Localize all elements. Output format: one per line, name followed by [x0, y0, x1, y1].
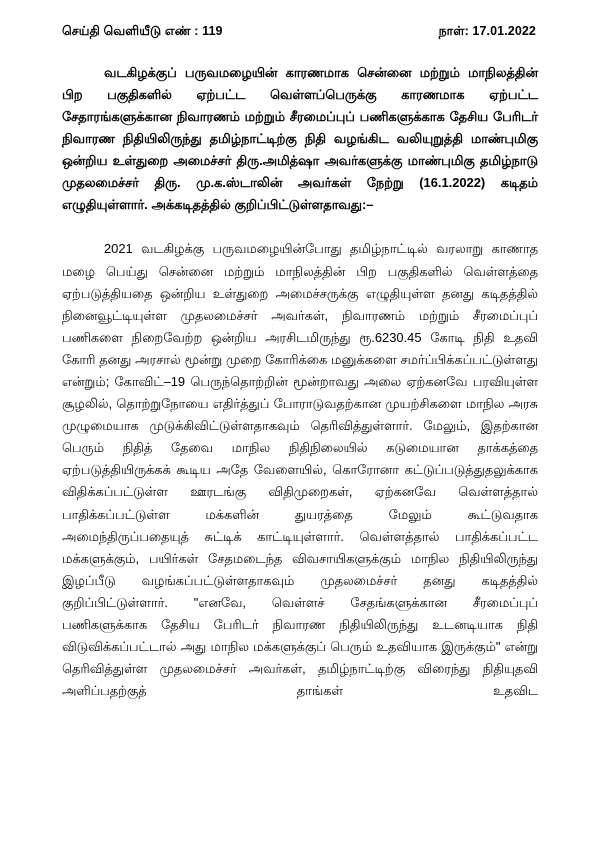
paragraph-intro — [62, 62, 538, 217]
document-header — [62, 22, 538, 41]
press-release-number: செய்தி வெளியீடு எண் : 119 — [62, 24, 223, 38]
document-body — [62, 62, 538, 703]
paragraph-letter-summary-text: 2021 வடகிழக்கு பருவமழையின்போது தமிழ்நாட்டில் வரலாறு காணாத மழை பெய்து சென்னை மற்றும் மாநிலத்தின் பிற பகுதிகளில் வெள்ளத்தை ஏற்படுத்தியதை ஒன்றிய உள்துறை அமைச்சருக்கு எழுதியுள்ள தனது கடிதத்தில் நினைவூட்டியுள்ள முதலமைச்சர் அவர்கள், நிவாரணம் மற்றும் சீரமைப்புப் பணிகளை நிறைவேற்ற ஒன்றிய அரசிடமிருந்து ரூ.6230.45 கோடி நிதி உதவி கோரி தனது அரசால் மூன்று முறை கோரிக்கை மனுக்களை சமர்ப்பிக்கப்பட்டுள்ளது என்றும்; கோவிட்–19 பெருந்தொற்றின் மூன்றாவது அலை ஏற்கனவே பரவியுள்ள சூழலில், தொற்றுநோயை எதிர்த்துப் போராடுவதற்கான முயற்சிகளை மாநில அரசு முழுமையாக முடுக்கிவிட்டுள்ளதாகவும் தெரிவித்துள்ளார். மேலும், இதற்கான பெரும் நிதித் தேவை மாநில நிதிநிலையில் கடுமையான தாக்கத்தை ஏற்படுத்தியிருக்கக் கூடிய அதே வேளையில், கொரோனா கட்டுப்படுத்துதலுக்காக விதிக்கப்பட்டுள்ள ஊரடங்கு விதிமுறைகள், ஏற்கனவே வெள்ளத்தால் பாதிக்கப்பட்டுள்ள மக்களின் துயரத்தை மேலும் கூட்டுவதாக அமைந்திருப்பதையுத் சுட்டிக் காட்டியுள்ளார். வெள்ளத்தால் பாதிக்கப்பட்ட மக்களுக்கும், பயிர்கள் சேதமடைந்த விவசாயிகளுக்கும் மாநில நிதியிலிருந்து இழப்பீடு வழங்கப்பட்டுள்ளதாகவும் முதலமைச்சர் தனது கடிதத்தில் குறிப்பிட்டுள்ளார். "எனவே, வெள்ளச் சேதங்களுக்கான சீரமைப்புப் பணிகளுக்காக தேசிய பேரிடர் நிவாரண நிதியிலிருந்து உடனடியாக நிதி விடுவிக்கப்பட்டால் அது மாநில மக்களுக்குப் பெரும் உதவியாக இருக்கும்" என்று தெரிவித்துள்ள முதலமைச்சர் அவர்கள், தமிழ்நாட்டிற்கு விரைந்து நிதியுதவி அளிப்பதற்குத் தாங்கள் உதவிட — [62, 241, 538, 699]
press-release-date: நாள்: 17.01.2022 — [438, 24, 536, 38]
paragraph-letter-summary — [62, 238, 538, 702]
paragraph-intro-text: வடகிழக்குப் பருவமழையின் காரணமாக சென்னை மற்றும் மாநிலத்தின் பிற பகுதிகளில் ஏற்பட்ட வெள்ளப்பெருக்கு காரணமாக ஏற்பட்ட சேதாரங்களுக்கான நிவாரணம் மற்றும் சீரமைப்புப் பணிகளுக்காக தேசிய பேரிடர் நிவாரண நிதியிலிருந்து தமிழ்நாட்டிற்கு நிதி வழங்கிட வலியுறுத்தி மாண்புமிகு ஒன்றிய உள்துறை அமைச்சர் திரு.அமித்ஷா அவர்களுக்கு மாண்புமிகு தமிழ்நாடு முதலமைச்சர் திரு. மு.க.ஸ்டாலின் அவர்கள் நேற்று (16.1.2022) கடிதம் எழுதியுள்ளார். அக்கடிதத்தில் குறிப்பிட்டுள்ளதாவது:– — [62, 64, 538, 213]
